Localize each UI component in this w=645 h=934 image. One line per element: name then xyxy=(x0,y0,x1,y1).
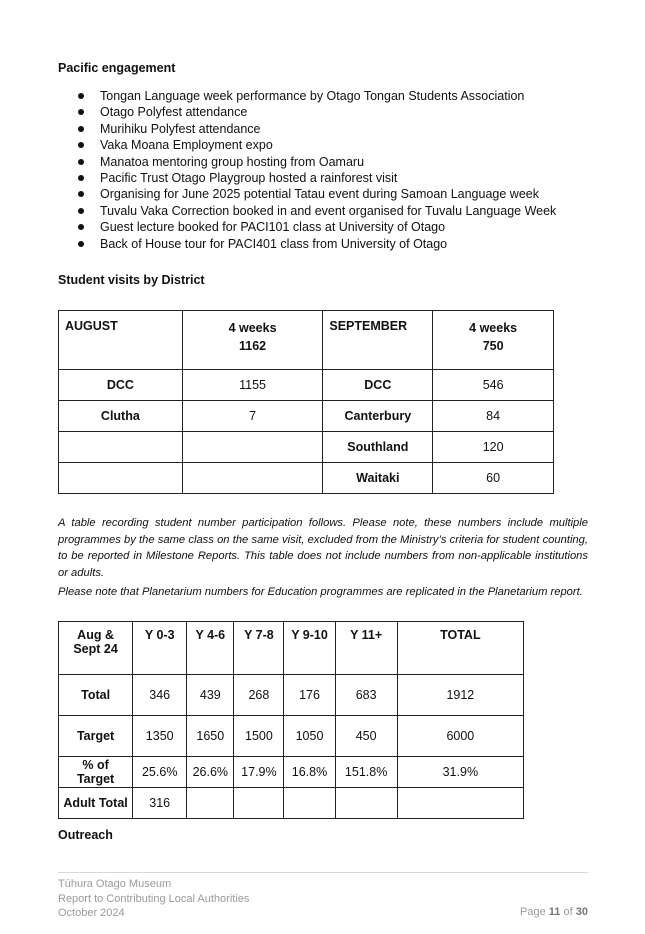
table-cell: 151.8% xyxy=(335,757,397,788)
bullet-icon xyxy=(78,109,84,115)
table-cell: 26.6% xyxy=(187,757,234,788)
august-district: Clutha xyxy=(59,401,183,432)
september-value: 120 xyxy=(433,432,554,463)
list-item: Back of House tour for PACI401 class from University of Otago xyxy=(58,236,618,252)
table-cell xyxy=(335,788,397,819)
column-header: Y 7-8 xyxy=(234,622,284,675)
row-label: Adult Total xyxy=(59,788,133,819)
september-total: 750 xyxy=(482,339,504,353)
participation-note: A table recording student number participation follows. Please note, these numbers include multiple programmes by the same class on the same visit, excluded from the Ministry’s criteria for student counting, to be reported in Milestone Reports. This table does not include numbers from non-applicable institutions or adults. xyxy=(58,517,588,579)
bullet-icon xyxy=(78,191,84,197)
list-item: Murihiku Polyfest attendance xyxy=(58,121,618,137)
table-cell: 346 xyxy=(133,675,187,716)
table-row xyxy=(59,432,554,463)
list-item: Tongan Language week performance by Otago Tongan Students Association xyxy=(58,88,618,104)
footer xyxy=(58,877,249,921)
september-total-cell xyxy=(433,311,554,370)
footer-org: Tūhura Otago Museum xyxy=(58,878,172,890)
table-cell xyxy=(284,788,335,819)
september-value: 60 xyxy=(433,463,554,494)
table-header-row xyxy=(59,311,554,370)
table-cell: 1912 xyxy=(397,675,523,716)
table-cell: 31.9% xyxy=(397,757,523,788)
list-item: Organising for June 2025 potential Tatau event during Samoan Language week xyxy=(58,186,618,202)
row-label: Total xyxy=(59,675,133,716)
table-cell: 439 xyxy=(187,675,234,716)
bullet-icon xyxy=(78,93,84,99)
list-item: Pacific Trust Otago Playgroup hosted a rainforest visit xyxy=(58,170,618,186)
table-cell: 176 xyxy=(284,675,335,716)
column-header: TOTAL xyxy=(397,622,523,675)
september-district: DCC xyxy=(323,370,433,401)
table-row xyxy=(59,401,554,432)
bullet-icon xyxy=(78,159,84,165)
column-header: Y 4-6 xyxy=(187,622,234,675)
august-value: 7 xyxy=(182,401,323,432)
list-item: Otago Polyfest attendance xyxy=(58,104,618,120)
table-row xyxy=(59,716,524,757)
august-period: 4 weeks xyxy=(228,321,277,335)
page-current: 11 xyxy=(548,906,561,918)
row-label: % of Target xyxy=(59,757,133,788)
list-item: Manatoa mentoring group hosting from Oamaru xyxy=(58,154,618,170)
page-total: 30 xyxy=(575,906,588,918)
table-cell: 16.8% xyxy=(284,757,335,788)
august-value xyxy=(182,432,323,463)
bullet-icon xyxy=(78,241,84,247)
footer-date: October 2024 xyxy=(58,907,125,919)
table-cell: 6000 xyxy=(397,716,523,757)
column-header: Y 11+ xyxy=(335,622,397,675)
table-row xyxy=(59,788,524,819)
period-header: Aug & Sept 24 xyxy=(59,622,133,675)
column-header: Y 9-10 xyxy=(284,622,335,675)
bullet-icon xyxy=(78,142,84,148)
table-cell: 316 xyxy=(133,788,187,819)
august-district: DCC xyxy=(59,370,183,401)
page-number: Page 11 of 30 xyxy=(520,906,588,918)
table-cell: 450 xyxy=(335,716,397,757)
september-district: Southland xyxy=(323,432,433,463)
student-visits-table xyxy=(58,310,554,494)
bullet-icon xyxy=(78,175,84,181)
year-level-table xyxy=(58,621,524,819)
table-cell: 683 xyxy=(335,675,397,716)
bullet-icon xyxy=(78,208,84,214)
pacific-engagement-heading: Pacific engagement xyxy=(58,61,176,75)
table-cell: 1050 xyxy=(284,716,335,757)
september-district: Waitaki xyxy=(323,463,433,494)
table-cell: 1350 xyxy=(133,716,187,757)
student-visits-heading: Student visits by District xyxy=(58,273,205,287)
list-item: Vaka Moana Employment expo xyxy=(58,137,618,153)
august-district xyxy=(59,432,183,463)
august-value: 1155 xyxy=(182,370,323,401)
table-cell xyxy=(397,788,523,819)
planetarium-note: Please note that Planetarium numbers for Education programmes are replicated in the Planetarium report. xyxy=(58,586,583,598)
footer-divider xyxy=(58,872,588,873)
table-cell: 17.9% xyxy=(234,757,284,788)
table-cell xyxy=(234,788,284,819)
table-row xyxy=(59,757,524,788)
august-total: 1162 xyxy=(238,339,267,353)
september-district: Canterbury xyxy=(323,401,433,432)
bullet-icon xyxy=(78,224,84,230)
list-item: Tuvalu Vaka Correction booked in and event organised for Tuvalu Language Week xyxy=(58,203,618,219)
pacific-engagement-list xyxy=(58,88,618,252)
table-cell: 268 xyxy=(234,675,284,716)
column-header: Y 0-3 xyxy=(133,622,187,675)
table-row xyxy=(59,463,554,494)
september-value: 546 xyxy=(433,370,554,401)
table-row xyxy=(59,370,554,401)
bullet-icon xyxy=(78,126,84,132)
august-district xyxy=(59,463,183,494)
row-label: Target xyxy=(59,716,133,757)
september-period: 4 weeks xyxy=(469,321,518,335)
august-value xyxy=(182,463,323,494)
table-row xyxy=(59,675,524,716)
outreach-heading: Outreach xyxy=(58,828,113,842)
table-cell: 1500 xyxy=(234,716,284,757)
august-header: AUGUST xyxy=(59,311,183,370)
september-value: 84 xyxy=(433,401,554,432)
september-header: SEPTEMBER xyxy=(323,311,433,370)
table-cell xyxy=(187,788,234,819)
table-cell: 1650 xyxy=(187,716,234,757)
august-total-cell xyxy=(182,311,323,370)
list-item: Guest lecture booked for PACI101 class at University of Otago xyxy=(58,219,618,235)
table-cell: 25.6% xyxy=(133,757,187,788)
footer-report-title: Report to Contributing Local Authorities xyxy=(58,892,250,905)
table-header-row xyxy=(59,622,524,675)
